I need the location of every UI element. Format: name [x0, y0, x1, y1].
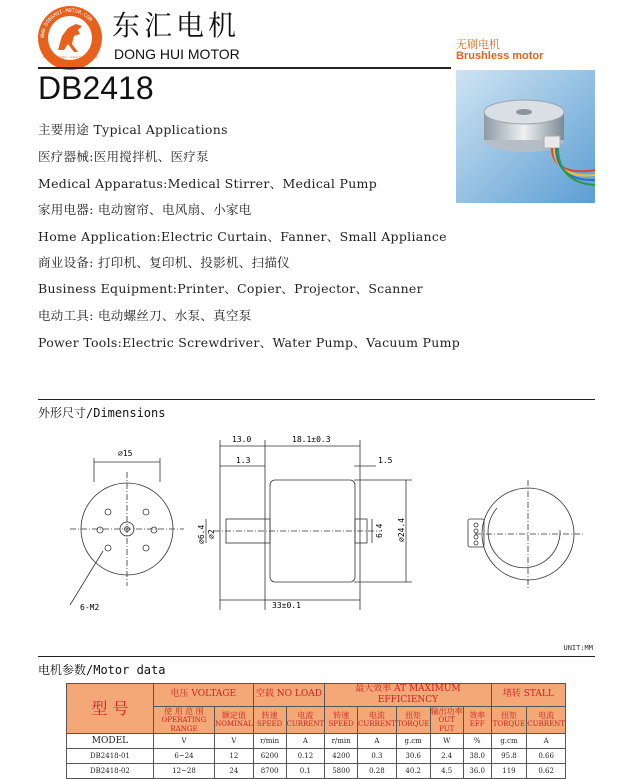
logo-ring-text: WWW.DONGHUI-MOTOR.COM: [39, 7, 94, 39]
app-line-1: 主要用途 Typical Applications: [38, 122, 228, 137]
cell: 36.0: [463, 763, 491, 778]
dim-flat: 6.4: [375, 523, 384, 538]
cell: 8700: [253, 763, 286, 778]
sub-me-output: 输出功率 OUT PUT: [430, 706, 463, 733]
unit-cell: A: [527, 733, 566, 748]
dim-13: 13.0: [232, 435, 252, 444]
header-divider: [38, 67, 451, 69]
model-title: DB2418: [38, 70, 154, 106]
unit-cell: A: [358, 733, 397, 748]
sub-st-torque: 扭矩 TORQUE: [491, 706, 527, 733]
cell: 12~28: [153, 763, 214, 778]
cell: 38.0: [463, 748, 491, 763]
dim-body: ⌀24.4: [397, 517, 406, 542]
sub-me-eff: 效率 EFF: [463, 706, 491, 733]
cell: 30.6: [396, 748, 430, 763]
cell: 0.3: [358, 748, 397, 763]
unit-cell: r/min: [325, 733, 358, 748]
app-line-4: 家用电器: 电动窗帘、电风扇、小家电: [38, 202, 252, 217]
cell: 0.12: [286, 748, 325, 763]
model-head-en: MODEL: [67, 733, 154, 748]
cell: 119: [491, 763, 527, 778]
app-line-2: 医疗器械:医用搅拌机、医疗泵: [38, 149, 209, 164]
app-line-8: 电动工具: 电动螺丝刀、水泵、真空泵: [38, 308, 252, 323]
dim-18: 18.1±0.3: [292, 435, 331, 444]
sub-nl-speed: 转速 SPEED: [253, 706, 286, 733]
unit-cell: g.cm: [396, 733, 430, 748]
dim-pcd: ⌀15: [118, 449, 133, 458]
unit-cell: V: [215, 733, 254, 748]
cell: 2.4: [430, 748, 463, 763]
unit-cell: W: [430, 733, 463, 748]
group-max-eff: 最大效率 AT MAXIMUM EFFICIENCY: [325, 684, 491, 707]
dim-shaft: ⌀6.4: [197, 524, 206, 544]
cell: 6~24: [153, 748, 214, 763]
cell: DB2418-01: [67, 748, 154, 763]
dim-total: 33±0.1: [272, 601, 301, 610]
dimension-drawing: [0, 420, 625, 650]
table-row: [67, 748, 566, 763]
dim-holes: 6-M2: [80, 603, 100, 612]
cell: 0.66: [527, 748, 566, 763]
sub-operating-range: 使 用 范 围 OPERATING RANGE: [153, 706, 214, 733]
logo-horse-icon: [38, 6, 102, 70]
unit-cell: g.cm: [491, 733, 527, 748]
sub-me-speed: 转速 SPEED: [325, 706, 358, 733]
sub-me-torque: 扭矩 TORQUE: [396, 706, 430, 733]
group-stall: 堵转 STALL: [491, 684, 565, 707]
group-no-load: 空载 NO LOAD: [253, 684, 325, 707]
dim-inner: ⌀2: [207, 529, 216, 539]
product-photo: [456, 70, 595, 203]
app-line-7: Business Equipment:Printer、Copier、Projector、Scanner: [38, 281, 423, 296]
cell: 6200: [253, 748, 286, 763]
cell: 95.8: [491, 748, 527, 763]
cell: 0.62: [527, 763, 566, 778]
motor-data-table: [66, 683, 566, 779]
dim-1-3: 1.3: [236, 456, 251, 465]
brand-name-en: DONG HUI MOTOR: [114, 46, 240, 62]
cell: 4200: [325, 748, 358, 763]
cell: 12: [215, 748, 254, 763]
dimensions-divider: [38, 399, 595, 400]
motor-data-divider: [38, 656, 595, 657]
brand-name-cn: 东汇电机: [112, 9, 241, 42]
app-line-9: Power Tools:Electric Screwdriver、Water Pump、Vacuum Pump: [38, 335, 461, 350]
unit-label: UNIT:MM: [563, 644, 593, 652]
table-row: [67, 763, 566, 778]
category-cn: 无刷电机: [456, 38, 500, 51]
app-line-6: 商业设备: 打印机、复印机、投影机、扫描仪: [38, 255, 290, 270]
motor-data-title: 电机参数/Motor data: [38, 663, 166, 677]
cell: 0.1: [286, 763, 325, 778]
cell: 5800: [325, 763, 358, 778]
cell: 40.2: [396, 763, 430, 778]
cell: 0.28: [358, 763, 397, 778]
sub-me-current: 电流 CURRENT: [358, 706, 397, 733]
cell: 4.5: [430, 763, 463, 778]
logo-inner-text: dongguan donghui industrial co.,ltd: [42, 56, 98, 59]
cell: DB2418-02: [67, 763, 154, 778]
unit-cell: r/min: [253, 733, 286, 748]
unit-cell: %: [463, 733, 491, 748]
group-voltage: 电压 VOLTAGE: [153, 684, 253, 707]
sub-st-current: 电流 CURRENT: [527, 706, 566, 733]
dimensions-title: 外形尺寸/Dimensions: [38, 406, 166, 420]
app-line-3: Medical Apparatus:Medical Stirrer、Medical Pump: [38, 176, 377, 191]
unit-cell: A: [286, 733, 325, 748]
sub-nominal: 额定值 NOMINAL: [215, 706, 254, 733]
sub-nl-current: 电流 CURRENT: [286, 706, 325, 733]
app-line-5: Home Application:Electric Curtain、Fanner、Small Appliance: [38, 229, 447, 244]
dim-1-5: 1.5: [378, 456, 393, 465]
category-en: Brushless motor: [456, 50, 544, 62]
cell: 24: [215, 763, 254, 778]
model-head-cn: 型 号: [67, 684, 154, 734]
unit-cell: V: [153, 733, 214, 748]
